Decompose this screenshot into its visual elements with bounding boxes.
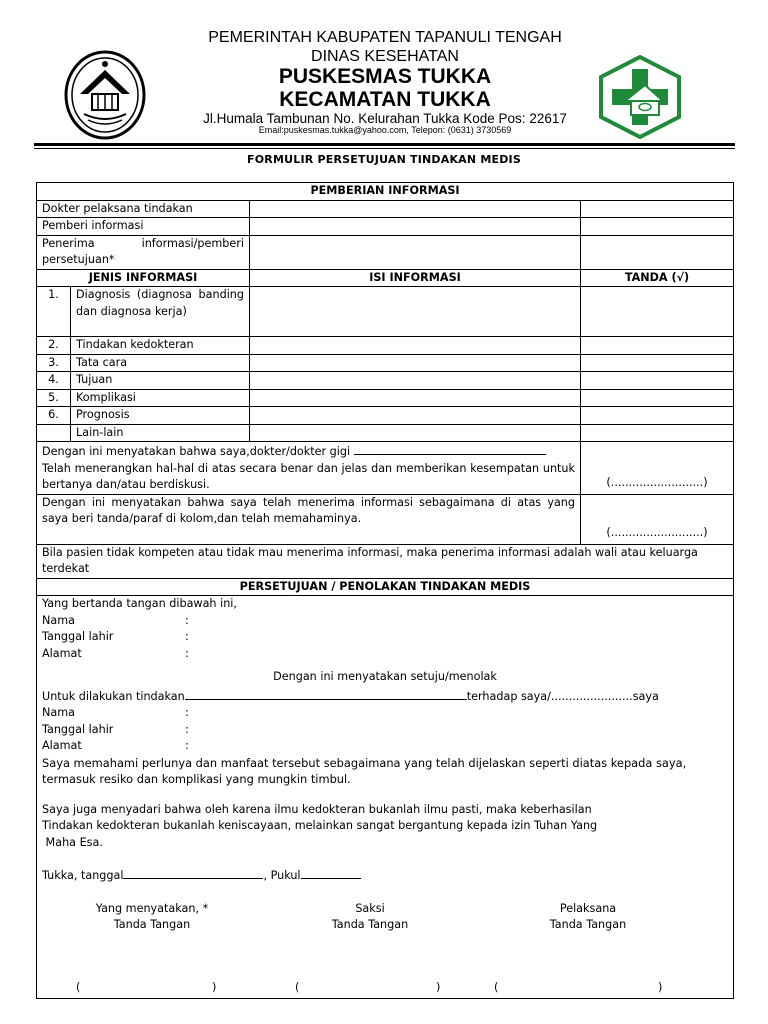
incompetent-note: Bila pasien tidak kompeten atau tidak mau menerima informasi, maka penerima informasi adalah wali atau keluarga terdekat bbox=[37, 544, 734, 578]
place-date-label: Tukka, tanggal bbox=[42, 869, 124, 882]
form-title: FORMULIR PERSETUJUAN TINDAKAN MEDIS bbox=[247, 153, 521, 166]
item-label: Diagnosis (diagnosa banding dan diagnosa kerja) bbox=[71, 287, 250, 337]
doctor-statement-line2: Telah menerangkan hal-hal di atas secara benar dan jelas dan memberikan kesempatan untuk bertanya dan/atau berdiskusi. bbox=[42, 461, 575, 491]
item-tanda[interactable] bbox=[581, 372, 734, 390]
item-no: 5. bbox=[37, 389, 71, 407]
penerima-label: Penerima informasi/pemberi persetujuan* bbox=[37, 235, 250, 269]
item-tanda[interactable] bbox=[581, 337, 734, 355]
second-alamat-row bbox=[42, 738, 728, 755]
dokter-label: Dokter pelaksana tindakan bbox=[37, 200, 250, 218]
dokter-value[interactable] bbox=[250, 200, 581, 218]
tanggal-blank[interactable] bbox=[123, 867, 263, 879]
item-no: 3. bbox=[37, 354, 71, 372]
doctor-statement bbox=[37, 442, 581, 495]
untuk-suffix: terhadap saya/.......................saya bbox=[466, 689, 659, 703]
item-tanda[interactable] bbox=[581, 424, 734, 442]
tgl-label: Tanggal lahir bbox=[42, 630, 114, 643]
row-doctor-statement bbox=[37, 442, 734, 495]
colon: : bbox=[185, 706, 189, 719]
item-isi[interactable] bbox=[250, 424, 581, 442]
tindakan-blank[interactable] bbox=[185, 688, 467, 700]
declare-line: Dengan ini menyatakan setuju/menolak bbox=[273, 670, 497, 683]
signer-sub: Tanda Tangan bbox=[331, 918, 409, 931]
signature-parens bbox=[42, 980, 728, 998]
item-label: Prognosis bbox=[71, 407, 250, 425]
signer2-paren-open: ( bbox=[295, 980, 300, 994]
consent-section-header bbox=[37, 578, 734, 596]
doctor-paraf-cell[interactable] bbox=[581, 442, 734, 495]
penerima-tanda[interactable] bbox=[581, 235, 734, 269]
untuk-prefix: Untuk dilakukan tindakan bbox=[42, 689, 185, 703]
penerima-value[interactable] bbox=[250, 235, 581, 269]
signer2-paren-close: ) bbox=[436, 980, 441, 994]
regency-seal-logo bbox=[64, 50, 146, 140]
pukul-blank[interactable] bbox=[301, 867, 361, 879]
item-isi[interactable] bbox=[250, 354, 581, 372]
item-isi[interactable] bbox=[250, 287, 581, 337]
pemberi-tanda[interactable] bbox=[581, 218, 734, 236]
signer3-paren-open: ( bbox=[494, 980, 499, 994]
signer-role: Yang menyatakan, * bbox=[95, 901, 209, 915]
header-contact: Email:puskesmas.tukka@yahoo.com, Telepon: (0631) 3730569 bbox=[258, 125, 512, 135]
table-row bbox=[37, 337, 734, 355]
dokter-tanda[interactable] bbox=[581, 200, 734, 218]
item-tanda[interactable] bbox=[581, 354, 734, 372]
colon: : bbox=[185, 630, 189, 643]
item-isi[interactable] bbox=[250, 389, 581, 407]
awareness-line3: Maha Esa. bbox=[42, 835, 103, 849]
colon: : bbox=[185, 739, 189, 752]
header-address: Jl.Humala Tambunan No. Kelurahan Tukka Kode Pos: 22617 bbox=[203, 111, 567, 126]
colon: : bbox=[185, 722, 189, 736]
awareness-line2: Tindakan kedokteran bukanlah keniscayaan, melainkan sangat bergantung kepada izin Tuhan Yang bbox=[42, 819, 598, 832]
pukul-label: , Pukul bbox=[263, 869, 301, 882]
colon: : bbox=[185, 613, 189, 627]
receiver-statement: Dengan ini menyatakan bahwa saya telah menerima informasi sebagaimana di atas yang saya beri tanda/paraf di kolom,dan telah memahaminya. bbox=[37, 494, 581, 544]
row-pemberi bbox=[37, 218, 734, 236]
signer-sub: Tanda Tangan bbox=[549, 918, 627, 931]
item-no: 4. bbox=[37, 372, 71, 390]
colon: : bbox=[185, 646, 189, 660]
row-incompetent-note bbox=[37, 544, 734, 578]
consent-body bbox=[37, 596, 734, 999]
col-tanda-header: TANDA (√) bbox=[581, 269, 734, 287]
col-jenis-header: JENIS INFORMASI bbox=[37, 269, 250, 287]
table-row bbox=[37, 372, 734, 390]
consent-intro: Yang bertanda tangan dibawah ini, bbox=[42, 597, 237, 610]
doctor-statement-line1: Dengan ini menyatakan bahwa saya,dokter/dokter gigi bbox=[42, 445, 351, 458]
awareness-paragraph bbox=[42, 802, 728, 852]
item-no: 1. bbox=[37, 287, 71, 337]
place-date-line bbox=[42, 867, 728, 885]
item-no: 6. bbox=[37, 407, 71, 425]
signer3-paren-close: ) bbox=[658, 980, 663, 994]
doctor-paraf: (..........................) bbox=[606, 476, 708, 489]
item-isi[interactable] bbox=[250, 372, 581, 390]
first-tgl-row bbox=[42, 629, 728, 646]
signer-role: Pelaksana bbox=[559, 901, 617, 915]
table-row bbox=[37, 407, 734, 425]
signer-sub: Tanda Tangan bbox=[113, 918, 191, 931]
signer1-paren-open: ( bbox=[76, 980, 81, 994]
item-label: Tujuan bbox=[71, 372, 250, 390]
table-row bbox=[37, 354, 734, 372]
receiver-paraf: (..........................) bbox=[606, 526, 708, 539]
info-columns-header bbox=[37, 269, 734, 287]
signer1-paren-close: ) bbox=[212, 980, 217, 994]
consent-section-title: PERSETUJUAN / PENOLAKAN TINDAKAN MEDIS bbox=[37, 578, 734, 596]
tgl-label: Tanggal lahir bbox=[42, 722, 114, 736]
header-divider-thick bbox=[34, 143, 735, 146]
row-penerima bbox=[37, 235, 734, 269]
understanding-paragraph: Saya memahami perlunya dan manfaat tersebut sebagaimana yang telah dijelaskan seperti diatas kepada saya, termasuk resiko dan komplikasi yang mungkin timbul. bbox=[42, 755, 687, 786]
item-tanda[interactable] bbox=[581, 389, 734, 407]
info-section-title: PEMBERIAN INFORMASI bbox=[37, 183, 734, 201]
signature-subs bbox=[42, 917, 728, 934]
item-tanda[interactable] bbox=[581, 287, 734, 337]
second-tgl-row bbox=[42, 722, 728, 739]
item-label: Lain-lain bbox=[71, 424, 250, 442]
consent-form-table bbox=[36, 182, 734, 999]
item-label: Tindakan kedokteran bbox=[71, 337, 250, 355]
item-label: Tata cara bbox=[71, 354, 250, 372]
pemberi-value[interactable] bbox=[250, 218, 581, 236]
item-label: Komplikasi bbox=[71, 389, 250, 407]
table-row bbox=[37, 287, 734, 337]
nama-label: Nama bbox=[42, 706, 75, 719]
header-district: KECAMATAN TUKKA bbox=[279, 88, 491, 111]
item-no: 2. bbox=[37, 337, 71, 355]
row-dokter bbox=[37, 200, 734, 218]
table-row bbox=[37, 389, 734, 407]
pemberi-label: Pemberi informasi bbox=[37, 218, 250, 236]
header-agency: DINAS KESEHATAN bbox=[311, 48, 459, 65]
consent-body-row bbox=[37, 596, 734, 999]
header-divider-thin bbox=[34, 148, 735, 149]
col-isi-header: ISI INFORMASI bbox=[250, 269, 581, 287]
item-no bbox=[37, 424, 71, 442]
header-puskesmas: PUSKESMAS TUKKA bbox=[278, 65, 492, 88]
header-government: PEMERINTAH KABUPATEN TAPANULI TENGAH bbox=[208, 29, 562, 46]
doctor-name-blank[interactable] bbox=[354, 443, 546, 455]
first-nama-row bbox=[42, 613, 728, 630]
row-receiver-statement bbox=[37, 494, 734, 544]
signature-roles bbox=[42, 901, 728, 918]
item-tanda[interactable] bbox=[581, 407, 734, 425]
awareness-line1: Saya juga menyadari bahwa oleh karena ilmu kedokteran bukanlah ilmu pasti, maka keberhasilan bbox=[42, 802, 592, 816]
receiver-paraf-cell[interactable] bbox=[581, 494, 734, 544]
alamat-label: Alamat bbox=[42, 646, 82, 660]
nama-label: Nama bbox=[42, 613, 75, 627]
untuk-line bbox=[42, 688, 728, 706]
signer-role: Saksi bbox=[355, 901, 385, 915]
alamat-label: Alamat bbox=[42, 739, 82, 752]
item-isi[interactable] bbox=[250, 407, 581, 425]
second-nama-row bbox=[42, 705, 728, 722]
info-section-header bbox=[37, 183, 734, 201]
table-row bbox=[37, 424, 734, 442]
first-alamat-row bbox=[42, 646, 728, 663]
item-isi[interactable] bbox=[250, 337, 581, 355]
